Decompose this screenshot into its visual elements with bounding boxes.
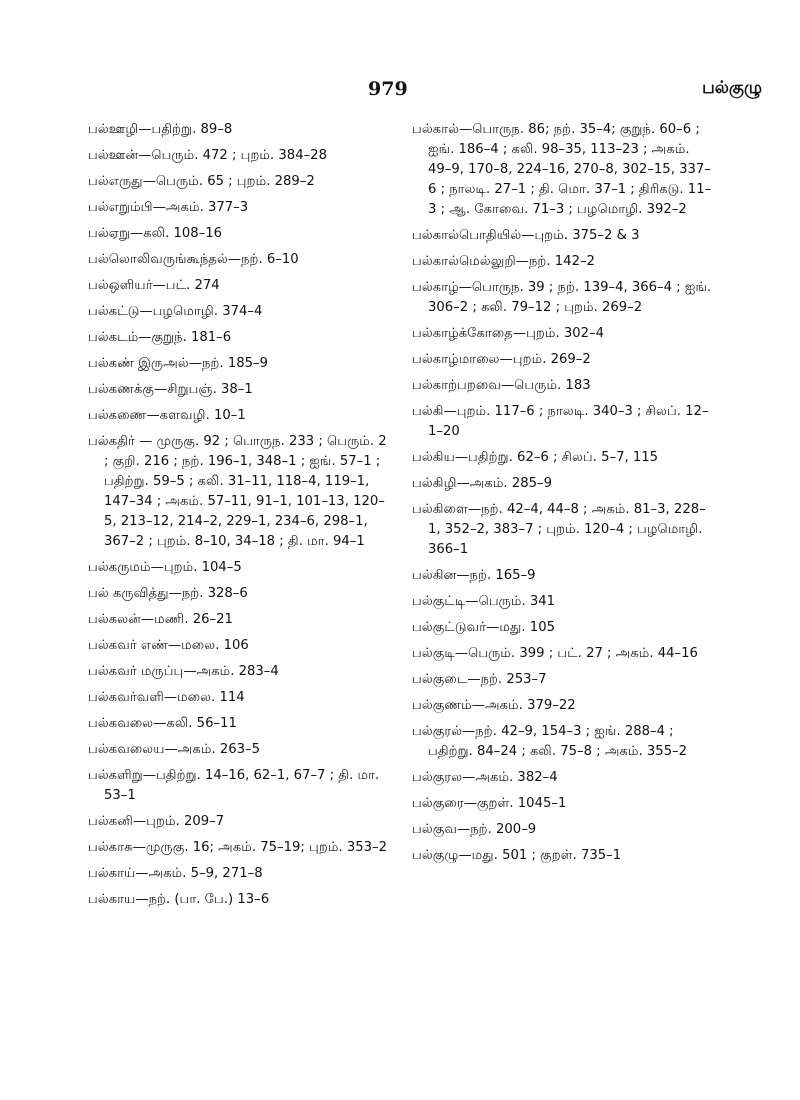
index-entry: பல்குழு—மது. 501 ; குறள். 735–1 <box>412 848 622 863</box>
index-entry: பல்கால்மெல்லுறி—நற். 142–2 <box>412 254 595 269</box>
running-head: பல்குழு <box>702 78 762 98</box>
index-entry: பல்கலன்—மணி. 26–21 <box>88 612 233 627</box>
index-entry: பல்காய—நற். (பா. பே.) 13–6 <box>88 892 270 907</box>
index-entry: பல்கின—நற். 165–9 <box>412 568 536 583</box>
index-entry: பல்குரல்—நற். 42–9, 154–3 ; ஐங். 288–4 ; பதிற்று. 84–24 ; கலி. 75–8 ; அகம். 355–2 <box>412 724 688 759</box>
index-entry: பல்ஊழி—பதிற்று. 89–8 <box>88 122 233 137</box>
page-header <box>0 78 800 108</box>
index-entry: பல்கதிர் — முருகு. 92 ; பொருந. 233 ; பெரும். 2 ; குறி. 216 ; நற். 196–1, 348–1 ; ஐங். 57–1 ; பதிற்று. 59–5 ; கலி. 31–11, 118–4, 119–1, 147–34 ; அகம். 57–11, 91–1, 101–13, 120–5, 213–12, 214–2, 229–1, 234–6, 298–1, 367–2 ; புறம். 8–10, 34–18 ; தி. மா. 94–1 <box>88 434 387 549</box>
index-entry: பல்களிறு—பதிற்று. 14–16, 62–1, 67–7 ; தி. மா. 53–1 <box>88 768 380 803</box>
index-entry: பல் கருவித்து—நற். 328–6 <box>88 586 248 601</box>
page-number: 979 <box>368 78 408 100</box>
index-entry: பல்குட்டுவர்—மது. 105 <box>412 620 555 635</box>
index-entry: பல்குணம்—அகம். 379–22 <box>412 698 576 713</box>
index-entry: பல்கணக்கு—சிறுபஞ். 38–1 <box>88 382 253 397</box>
index-entry: பல்கால்—பொருந. 86; நற். 35–4; குறுந். 60–6 ; ஐங். 186–4 ; கலி. 98–35, 113–23 ; அகம். 49–9, 170–8, 224–16, 270–8, 302–15, 337–6 ; நாலடி. 27–1 ; தி. மொ. 37–1 ; திரிகடு. 11–3 ; ஆ. கோவை. 71–3 ; பழமொழி. 392–2 <box>412 122 712 217</box>
index-entry: பல்கருமம்—புறம். 104–5 <box>88 560 242 575</box>
index-entry: பல்குரல—அகம். 382–4 <box>412 770 558 785</box>
index-entry: பல்கணை—களவழி. 10–1 <box>88 408 246 423</box>
index-entry: பல்கிழி—அகம். 285–9 <box>412 476 552 491</box>
index-entry: பல்குட்டி—பெரும். 341 <box>412 594 556 609</box>
index-entry: பல்கால்பொதியில்—புறம். 375–2 & 3 <box>412 228 640 243</box>
index-entry: பல்ஒளியர்—பட். 274 <box>88 278 220 293</box>
index-entry: பல்கிய—பதிற்று. 62–6 ; சிலப். 5–7, 115 <box>412 450 659 465</box>
index-entry: பல்கவலை—கலி. 56–11 <box>88 716 237 731</box>
index-entry: பல்குடை—நற். 253–7 <box>412 672 547 687</box>
index-entry: பல்கவர் மருப்பு—அகம். 283–4 <box>88 664 279 679</box>
index-entry: பல்கி—புறம். 117–6 ; நாலடி. 340–3 ; சிலப். 12–1–20 <box>412 404 709 439</box>
index-entry: பல்லொலிவருங்கூந்தல்—நற். 6–10 <box>88 252 299 267</box>
index-entry: பல்காசு—முருகு. 16; அகம். 75–19; புறம். 353–2 <box>88 840 387 855</box>
index-entry: பல்காற்பறவை—பெரும். 183 <box>412 378 591 393</box>
index-entry: பல்காய்—அகம். 5–9, 271–8 <box>88 866 263 881</box>
index-entry: பல்குடி—பெரும். 399 ; பட். 27 ; அகம். 44–16 <box>412 646 698 661</box>
right-column <box>412 120 714 872</box>
index-entry: பல்காழ்—பொருந. 39 ; நற். 139–4, 366–4 ; ஐங். 306–2 ; கலி. 79–12 ; புறம். 269–2 <box>412 280 712 315</box>
left-column <box>88 120 388 916</box>
index-entry: பல்எறும்பி—அகம். 377–3 <box>88 200 249 215</box>
index-entry: பல்குரை—குறள். 1045–1 <box>412 796 567 811</box>
index-entry: பல்காழ்மாலை—புறம். 269–2 <box>412 352 591 367</box>
index-entry: பல்கண் இருஅல்—நற். 185–9 <box>88 356 268 371</box>
index-entry: பல்கட்டு—பழமொழி. 374–4 <box>88 304 263 319</box>
index-entry: பல்குவ—நற். 200–9 <box>412 822 537 837</box>
index-entry: பல்கிளை—நற். 42–4, 44–8 ; அகம். 81–3, 228–1, 352–2, 383–7 ; புறம். 120–4 ; பழமொழி. 366–1 <box>412 502 706 557</box>
index-entry: பல்கடம்—குறுந். 181–6 <box>88 330 232 345</box>
index-entry: பல்காழ்க்கோதை—புறம். 302–4 <box>412 326 605 341</box>
index-entry: பல்கவலைய—அகம். 263–5 <box>88 742 260 757</box>
index-entry: பல்ஊன்—பெரும். 472 ; புறம். 384–28 <box>88 148 327 163</box>
index-entry: பல்எருது—பெரும். 65 ; புறம். 289–2 <box>88 174 315 189</box>
index-entry: பல்கவர்வளி—மலை. 114 <box>88 690 245 705</box>
index-entry: பல்கனி—புறம். 209–7 <box>88 814 225 829</box>
index-entry: பல்கவர் எண்—மலை. 106 <box>88 638 249 653</box>
index-entry: பல்ஏறு—கலி. 108–16 <box>88 226 223 241</box>
